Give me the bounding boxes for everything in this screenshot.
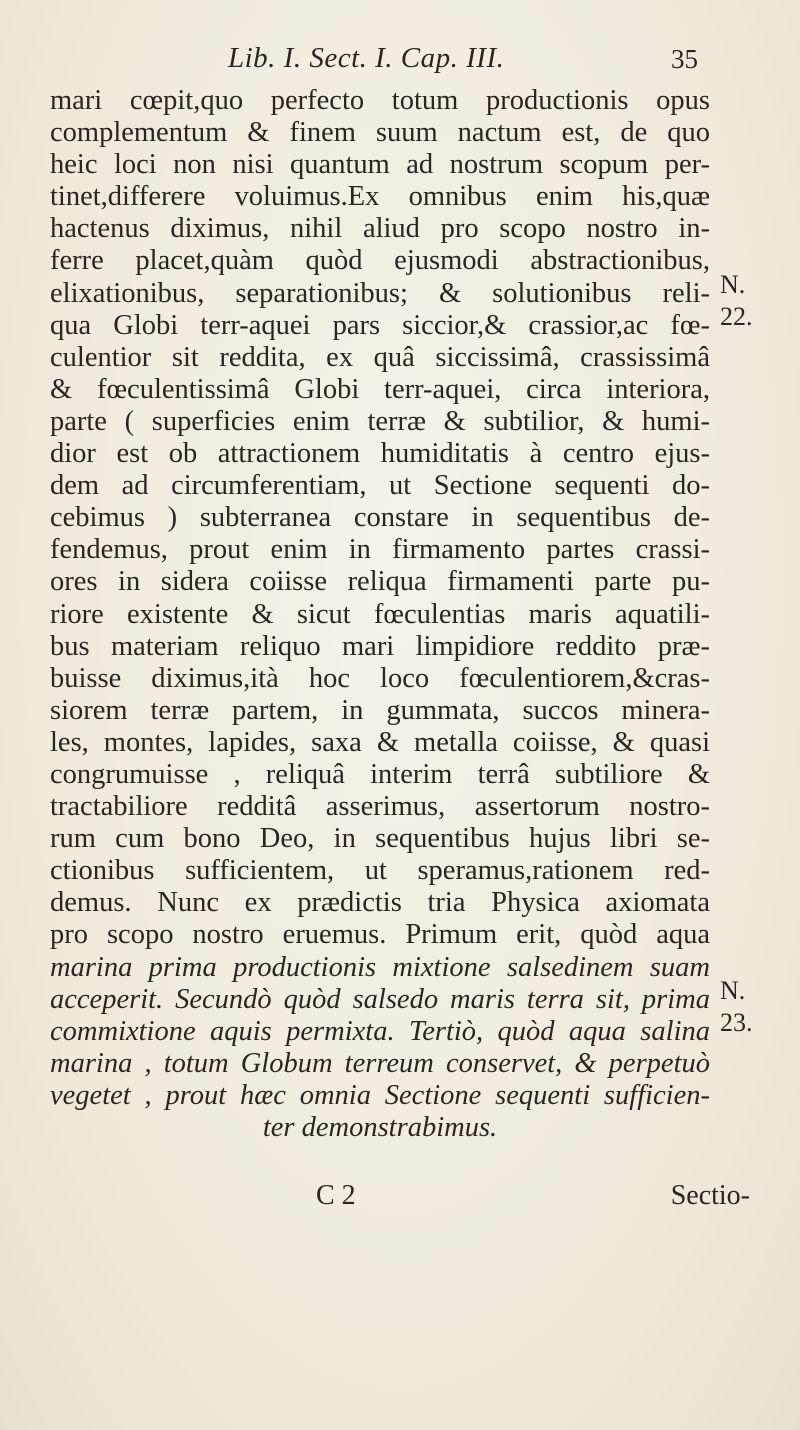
axiom-line-final: ter demonstrabimus. — [262, 1112, 498, 1143]
axiom-line: commixtione aquis permixta. Tertiò, quòd aqua salina — [50, 1015, 710, 1047]
margin-note: N. — [720, 976, 746, 1005]
text-line: pro scopo nostro eruemus. Primum erit, quòd aqua — [50, 919, 710, 951]
text-line: tinet,differere voluimus.Ex omnibus enim his,quæ — [50, 181, 710, 213]
text-line: bus materiam reliquo mari limpidiore reddito præ- — [50, 630, 710, 662]
text-line: riore existente & sicut fœculentias maris aquatili- — [50, 598, 710, 630]
running-head: Lib. I. Sect. I. Cap. III. — [228, 42, 505, 74]
text-line: fendemus, prout enim in firmamento partes crassi- — [50, 534, 710, 566]
text-line: rum cum bono Deo, in sequentibus hujus libri se- — [50, 823, 710, 855]
text-line: qua Globi terr-aquei pars siccior,& crassior,ac fœ- — [50, 309, 710, 341]
text-line: hactenus diximus, nihil aliud pro scopo nostro in- — [50, 213, 710, 245]
axiom-line: acceperit. Secundò quòd salsedo maris terra sit, prima — [50, 983, 710, 1015]
text-line: ferre placet,quàm quòd ejusmodi abstractionibus, — [50, 245, 710, 277]
axiom-line: vegetet , prout hæc omnia Sectione sequenti sufficien- — [50, 1079, 710, 1111]
text-line: mari cœpit,quo perfecto totum productionis opus — [50, 85, 710, 116]
text-line: les, montes, lapides, saxa & metalla coiisse, & quasi — [50, 726, 710, 758]
text-line: heic loci non nisi quantum ad nostrum scopum per- — [50, 149, 710, 181]
text-line: dior est ob attractionem humiditatis à centro ejus- — [50, 438, 710, 470]
text-line: parte ( superficies enim terræ & subtilior, & humi- — [50, 405, 710, 437]
text-line: congrumuisse , reliquâ interim terrâ subtiliore & — [50, 758, 710, 790]
text-line: ores in sidera coiisse reliqua firmamenti parte pu- — [50, 566, 710, 598]
signature-mark: C 2 — [316, 1180, 356, 1211]
axiom-line: marina prima productionis mixtione salsedinem suam — [50, 951, 710, 983]
text-line: culentior sit reddita, ex quâ siccissimâ, crassissimâ — [50, 341, 710, 373]
text-line: tractabiliore redditâ asserimus, assertorum nostro- — [50, 791, 710, 823]
page-header — [228, 42, 698, 82]
text-line: & fœculentissimâ Globi terr-aquei, circa interiora, — [50, 373, 710, 405]
text-line: demus. Nunc ex prædictis tria Physica axiomata — [50, 887, 710, 919]
text-line: ctionibus sufficientem, ut speramus,rationem red- — [50, 855, 710, 887]
catchword: Sectio- — [670, 1180, 750, 1211]
body-text — [50, 85, 710, 1144]
margin-note: 22. — [720, 302, 753, 331]
text-line: complementum & finem suum nactum est, de quo — [50, 117, 710, 149]
text-line: elixationibus, separationibus; & solutionibus reli- — [50, 277, 710, 309]
page-footer — [50, 1180, 750, 1220]
text-line: cebimus ) subterranea constare in sequentibus de- — [50, 502, 710, 534]
margin-note: 23. — [720, 1008, 753, 1037]
text-line: buisse diximus,ità hoc loco fœculentiorem,&cras- — [50, 662, 710, 694]
text-line: dem ad circumferentiam, ut Sectione sequenti do- — [50, 470, 710, 502]
page-number: 35 — [671, 44, 698, 74]
margin-note: N. — [720, 270, 746, 299]
text-line: siorem terræ partem, in gummata, succos minera- — [50, 694, 710, 726]
axiom-line: marina , totum Globum terreum conservet, & perpetuò — [50, 1047, 710, 1079]
